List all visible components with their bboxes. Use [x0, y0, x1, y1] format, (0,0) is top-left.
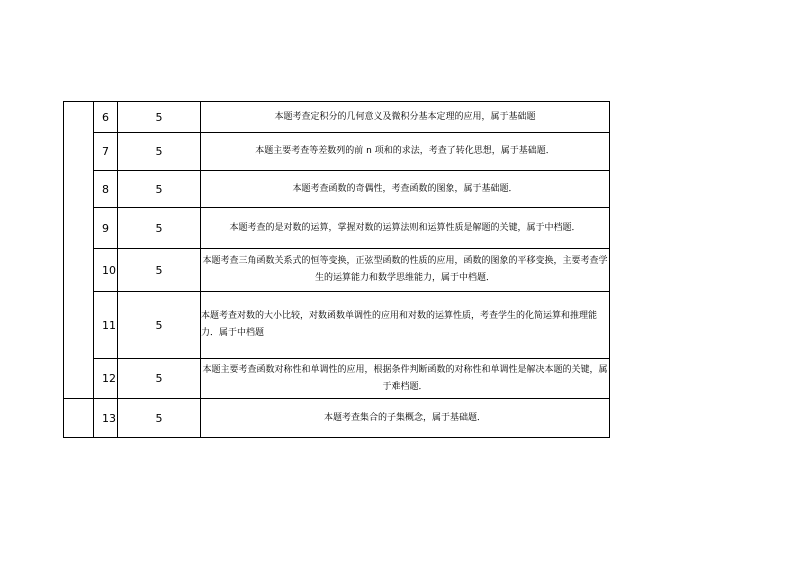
description-cell: 本题考查的是对数的运算，掌握对数的运算法则和运算性质是解题的关键，属于中档题．	[201, 208, 610, 249]
table-row	[64, 102, 610, 133]
table-row	[64, 359, 610, 399]
question-number: 6	[94, 102, 118, 133]
table-row	[64, 292, 610, 359]
description-cell: 本题主要考查等差数列的前 n 项和的求法，考查了转化思想，属于基础题．	[201, 133, 610, 171]
table-row	[64, 249, 610, 292]
description-cell: 本题主要考查函数对称性和单调性的应用，根据条件判断函数的对称性和单调性是解决本题的关键，属于难档题．	[201, 359, 610, 399]
description-cell: 本题考查定积分的几何意义及微积分基本定理的应用，属于基础题	[201, 102, 610, 133]
table-row	[64, 133, 610, 171]
table-row	[64, 171, 610, 208]
question-number: 9	[94, 208, 118, 249]
description-cell: 本题考查对数的大小比较，对数函数单调性的应用和对数的运算性质，考查学生的化简运算和推理能力．属于中档题	[201, 292, 610, 359]
question-number: 11	[94, 292, 118, 359]
analysis-table	[63, 101, 610, 438]
score-cell: 5	[118, 292, 201, 359]
table-row	[64, 399, 610, 438]
question-number: 10	[94, 249, 118, 292]
description-cell: 本题考查函数的奇偶性，考查函数的图象，属于基础题．	[201, 171, 610, 208]
section-cell	[64, 102, 94, 399]
question-number: 13	[94, 399, 118, 438]
question-number: 7	[94, 133, 118, 171]
question-number: 12	[94, 359, 118, 399]
question-number: 8	[94, 171, 118, 208]
description-cell: 本题考查集合的子集概念，属于基础题．	[201, 399, 610, 438]
score-cell: 5	[118, 102, 201, 133]
score-cell: 5	[118, 208, 201, 249]
score-cell: 5	[118, 171, 201, 208]
section-cell	[64, 399, 94, 438]
table-row	[64, 208, 610, 249]
score-cell: 5	[118, 249, 201, 292]
score-cell: 5	[118, 133, 201, 171]
score-cell: 5	[118, 359, 201, 399]
score-cell: 5	[118, 399, 201, 438]
description-cell: 本题考查三角函数关系式的恒等变换，正弦型函数的性质的应用，函数的图象的平移变换，主要考查学生的运算能力和数学思维能力，属于中档题．	[201, 249, 610, 292]
